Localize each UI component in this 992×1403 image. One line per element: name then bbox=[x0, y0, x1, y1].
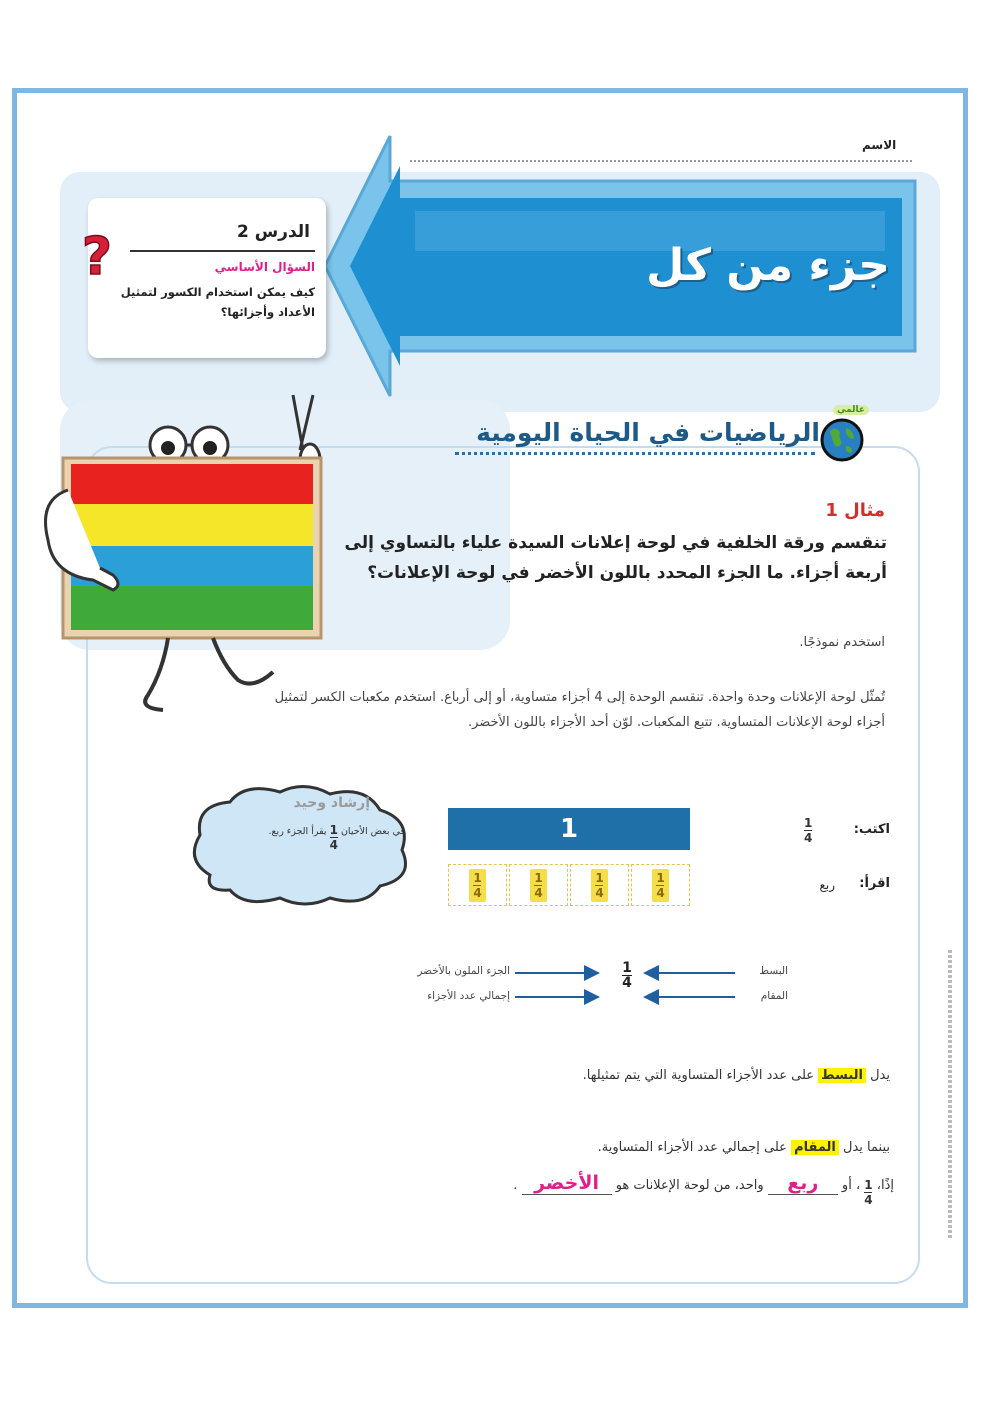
heading-underline bbox=[455, 452, 815, 455]
quarter-tile: $\frac{1}{4}$ bbox=[631, 864, 690, 906]
denominator-statement: بينما يدل المقام على إجمالي عدد الأجزاء المتساوية. bbox=[597, 1140, 890, 1155]
conclusion-fraction: $\frac{1}{4}$ bbox=[864, 1178, 873, 1207]
question-mark-icon bbox=[76, 224, 118, 284]
whole-bar: 1 bbox=[448, 808, 690, 850]
answer-color: الأخضر bbox=[534, 1172, 599, 1194]
tip-fraction bbox=[330, 824, 338, 851]
example-problem: تنقسم ورقة الخلفية في لوحة إعلانات السيدة علياء بالتساوي إلى أربعة أجزاء. ما الجزء المحدد باللون الأخضر في لوحة الإعلانات؟ bbox=[344, 533, 887, 583]
quarter-tile: $\frac{1}{4}$ bbox=[448, 864, 507, 906]
tip-text-before: في بعض الأحيان bbox=[340, 826, 405, 837]
answer-quarter: ربع bbox=[787, 1172, 819, 1194]
tip-title: إرشاد وحيد bbox=[293, 795, 370, 811]
denominator-term: المقام bbox=[791, 1140, 839, 1155]
write-fraction: 1 4 bbox=[804, 816, 813, 845]
fraction-diagram-arrows bbox=[370, 955, 790, 1015]
svg-text:?: ? bbox=[81, 227, 113, 284]
conclusion-statement: إذًا، $\frac{1}{4}$ ، أو ربع واحد، من لوحة الإعلانات هو الأخضر . bbox=[513, 1172, 894, 1207]
tip-fraction-denominator: 4 bbox=[329, 838, 338, 852]
numerator-label: البسط bbox=[759, 965, 788, 977]
numerator-statement: يدل البسط على عدد الأجزاء المتساوية التي يتم تمثيلها. bbox=[582, 1068, 890, 1083]
lesson-title: جزء من كل bbox=[646, 240, 890, 291]
lesson-divider bbox=[130, 250, 315, 252]
tip-text bbox=[200, 822, 405, 851]
write-label: اكتب: bbox=[853, 822, 890, 837]
tip-fraction-numerator: 1 bbox=[329, 823, 338, 837]
quarter-tiles bbox=[448, 864, 690, 906]
read-value: ربع bbox=[819, 878, 835, 892]
total-parts-label: إجمالي عدد الأجزاء bbox=[427, 990, 510, 1002]
answer-blank-quarter[interactable] bbox=[768, 1172, 838, 1195]
section-heading: الرياضيات في الحياة اليومية bbox=[476, 418, 820, 447]
example-label: مثال 1 bbox=[825, 500, 885, 521]
green-part-label: الجزء الملون بالأخضر bbox=[417, 965, 510, 977]
diagram-fraction: 1 4 bbox=[622, 960, 632, 991]
numerator-term: البسط bbox=[818, 1068, 866, 1083]
copyright-strip bbox=[944, 950, 956, 1240]
lesson-number: الدرس 2 bbox=[236, 222, 310, 242]
denominator-label: المقام bbox=[760, 990, 788, 1002]
use-model-text: استخدم نموذجًا. bbox=[799, 635, 885, 650]
quarter-tile: $\frac{1}{4}$ bbox=[570, 864, 629, 906]
global-tag: عالمي bbox=[833, 405, 869, 415]
essential-question: كيف يمكن استخدام الكسور لتمثيل الأعداد وأجزائها؟ bbox=[120, 285, 315, 319]
essential-question-label: السؤال الأساسي bbox=[214, 260, 315, 274]
read-label: اقرأ: bbox=[859, 876, 890, 891]
name-label: الاسم bbox=[862, 138, 897, 152]
bulletin-board-character bbox=[38, 390, 338, 720]
model-explanation: تُمثّل لوحة الإعلانات وحدة واحدة. تنقسم الوحدة إلى 4 أجزاء متساوية، أو إلى أرباع. استخدم مكعبات الكسر لتمثيل أجزاء لوحة الإعلانات المتساوية. تتبع المكعبات. لوّن أحد الأجزاء باللون الأخضر. bbox=[274, 690, 885, 730]
answer-blank-color[interactable] bbox=[522, 1172, 612, 1195]
quarter-tile: $\frac{1}{4}$ bbox=[509, 864, 568, 906]
tip-text-after: يقرأ الجزء ربع. bbox=[268, 826, 327, 837]
globe-icon bbox=[818, 416, 866, 464]
